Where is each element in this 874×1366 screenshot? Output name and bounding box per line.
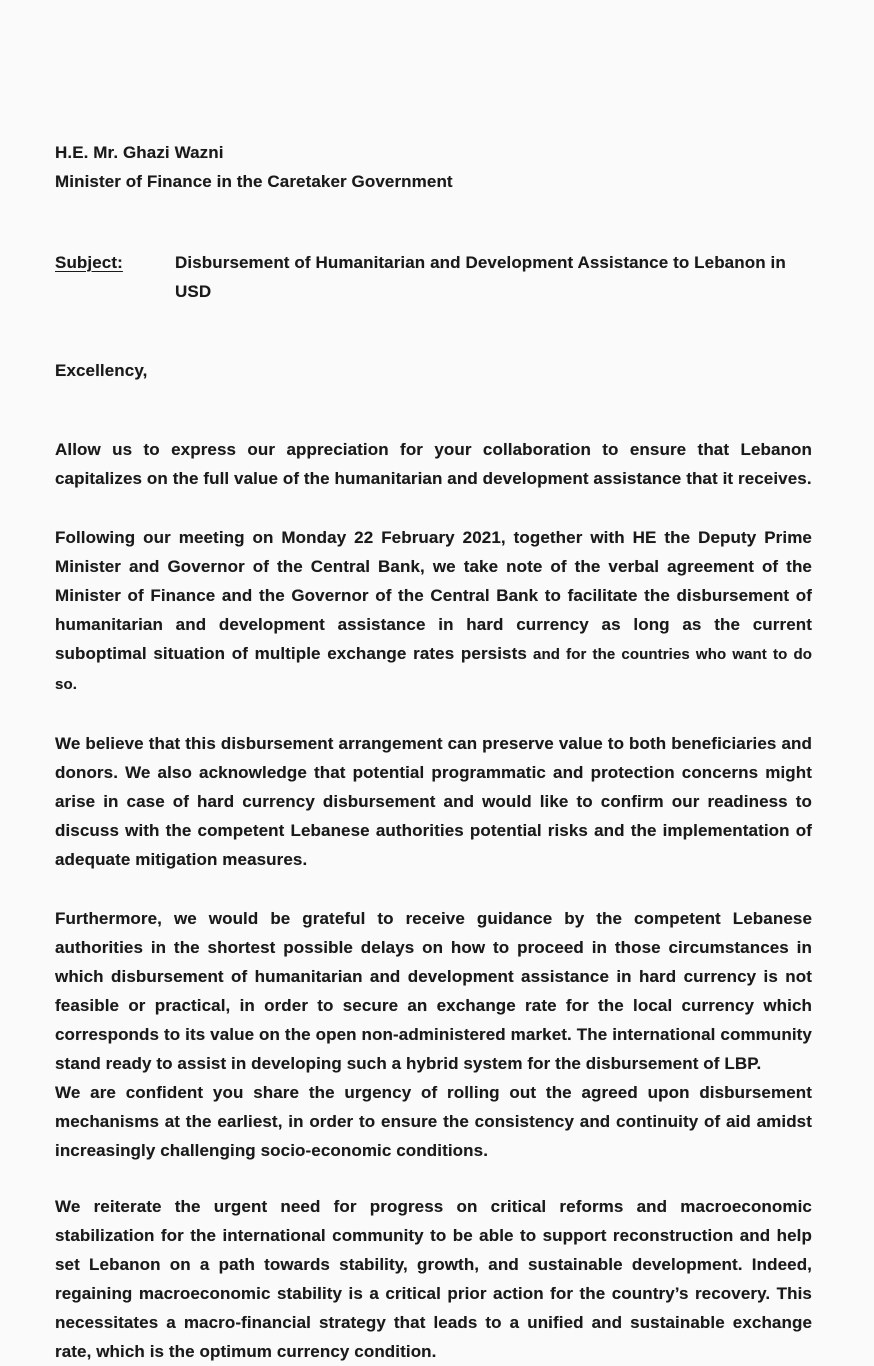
recipient-name: H.E. Mr. Ghazi Wazni: [55, 143, 224, 162]
paragraph: Furthermore, we would be grateful to receive guidance by the competent Lebanese authorities in the shortest possible delays on how to proceed in those circumstances in which disbursement of humanitarian and development assistance in hard currency is not feasible or practical, in order to secure an exchange rate for the local currency which corresponds to its value on the open non-administered market. The international community stand ready to assist in developing such a hybrid system for the disbursement of LBP.: [55, 909, 812, 1073]
paragraph: We believe that this disbursement arrangement can preserve value to both beneficiaries and donors. We also acknowledge that potential programmatic and protection concerns might arise in case of hard currency disbursement and would like to confirm our readiness to discuss with the competent Lebanese authorities potential risks and the implementation of adequate mitigation measures.: [55, 734, 812, 869]
paragraph: Allow us to express our appreciation for your collaboration to ensure that Lebanon capitalizes on the full value of the humanitarian and development assistance that it receives.: [55, 440, 812, 488]
paragraph-main-text: Following our meeting on Monday 22 February 2021, together with HE the Deputy Prime Minister and Governor of the Central Bank, we take note of the verbal agreement of the Minister of Finance and the Governor of the Central Bank to facilitate the disbursement of humanitarian and development assistance in hard currency as long as the current suboptimal situation of multiple exchange rates persists: [55, 528, 812, 663]
paragraph: We are confident you share the urgency of rolling out the agreed upon disbursement mechanisms at the earliest, in order to ensure the consistency and continuity of aid amidst increasingly challenging socio-economic conditions.: [55, 1083, 812, 1160]
letter-body: [55, 435, 812, 1366]
paragraph: [55, 523, 812, 699]
paragraph-appended-note: and for the countries who want to do so.: [55, 646, 812, 693]
subject-line: [55, 248, 812, 306]
recipient-title: Minister of Finance in the Caretaker Government: [55, 172, 453, 191]
recipient-block: [55, 138, 812, 196]
paragraph: We reiterate the urgent need for progress on critical reforms and macroeconomic stabilization for the international community to be able to support reconstruction and help set Lebanon on a path towards stability, growth, and sustainable development. Indeed, regaining macroeconomic stability is a critical prior action for the country’s recovery. This necessitates a macro-financial strategy that leads to a unified and sustainable exchange rate, which is the optimum currency condition.: [55, 1197, 812, 1361]
salutation: Excellency,: [55, 361, 148, 380]
subject-text: Disbursement of Humanitarian and Development Assistance to Lebanon in USD: [175, 253, 786, 301]
subject-label: Subject:: [55, 253, 123, 272]
